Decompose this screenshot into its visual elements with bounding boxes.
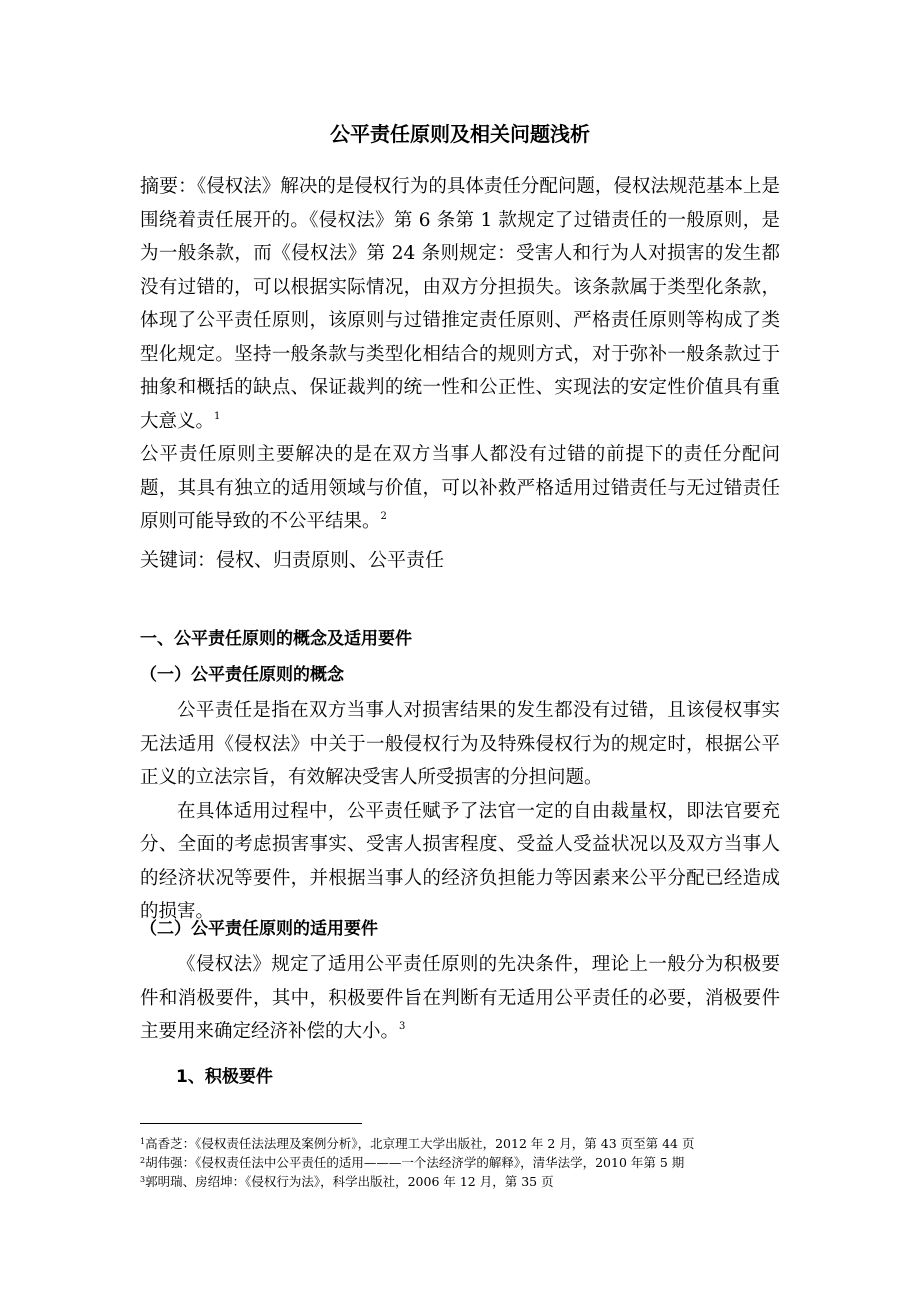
subsection-heading-2: （二）公平责任原则的适用要件	[140, 919, 378, 939]
footnote-number: 2	[140, 1156, 146, 1165]
item-heading-1: 1、积极要件	[176, 1067, 273, 1087]
subsection-2-body	[140, 948, 780, 1049]
abstract-text-1: 《侵权法》解决的是侵权行为的具体责任分配问题，侵权法规范基本上是围绕着责任展开的。《侵权法》第 6 条第 1 款规定了过错责任的一般原则，是为一般条款，而《侵权法》第 24 条则规定：受害人和行为人对损害的发生都没有过错的，可以根据实际情况，由双方分担损失。该条款属于类型化条款，体现了公平责任原则，该原则与过错推定责任原则、严格责任原则等构成了类型化规定。坚持一般条款与类型化相结合的规则方式，对于弥补一般条款过于抽象和概括的缺点、保证裁判的统一性和公正性、实现法的安定性价值具有重大意义。	[140, 176, 780, 432]
footnote-ref-2[interactable]: 2	[380, 511, 387, 522]
keywords: 关键词：侵权、归责原则、公平责任	[140, 549, 445, 571]
footnote-ref-3[interactable]: 3	[399, 1021, 406, 1032]
footnote-text: 郭明瑞、房绍坤：《侵权行为法》，科学出版社，2006 年 12 月，第 35 页	[145, 1174, 554, 1189]
footnote-2	[140, 1155, 684, 1171]
subsection-heading-1: （一）公平责任原则的概念	[140, 665, 344, 685]
document-title: 公平责任原则及相关问题浅析	[330, 122, 590, 146]
abstract-text-2: 公平责任原则主要解决的是在双方当事人都没有过错的前提下的责任分配问题，其具有独立的适用领域与价值，可以补救严格适用过错责任与无过错责任原则可能导致的不公平结果。	[140, 444, 780, 532]
paragraph-requirements-text: 《侵权法》规定了适用公平责任原则的先决条件，理论上一般分为积极要件和消极要件，其中，积极要件旨在判断有无适用公平责任的必要，消极要件主要用来确定经济补偿的大小。	[140, 954, 780, 1042]
footnote-separator	[140, 1123, 362, 1124]
abstract-paragraph-2	[140, 438, 780, 539]
subsection-1-body	[140, 694, 780, 929]
paragraph-requirements	[140, 948, 780, 1049]
footnote-number: 3	[140, 1175, 146, 1184]
footnote-1	[140, 1136, 695, 1152]
paragraph-concept-2: 在具体适用过程中，公平责任赋予了法官一定的自由裁量权，即法官要充分、全面的考虑损害事实、受害人损害程度、受益人受益状况以及双方当事人的经济状况等要件，并根据当事人的经济负担能力等因素来公平分配已经造成的损害。	[140, 800, 780, 922]
abstract	[140, 170, 780, 539]
paragraph-concept-1: 公平责任是指在双方当事人对损害结果的发生都没有过错，且该侵权事实无法适用《侵权法》中关于一般侵权行为及特殊侵权行为的规定时，根据公平正义的立法宗旨，有效解决受害人所受损害的分担问题。	[140, 700, 780, 788]
footnote-3	[140, 1174, 554, 1190]
abstract-paragraph-1	[140, 170, 780, 438]
abstract-label: 摘要：	[140, 175, 198, 197]
footnote-number: 1	[140, 1137, 146, 1146]
footnote-text: 胡伟强：《侵权责任法中公平责任的适用———一个法经济学的解释》，清华法学，2010 年第 5 期	[145, 1155, 685, 1170]
footnote-text: 高香芝：《侵权责任法法理及案例分析》，北京理工大学出版社，2012 年 2 月，第 43 页至第 44 页	[145, 1136, 695, 1151]
section-heading-1: 一、公平责任原则的概念及适用要件	[140, 629, 412, 649]
footnote-ref-1[interactable]: 1	[214, 410, 221, 422]
